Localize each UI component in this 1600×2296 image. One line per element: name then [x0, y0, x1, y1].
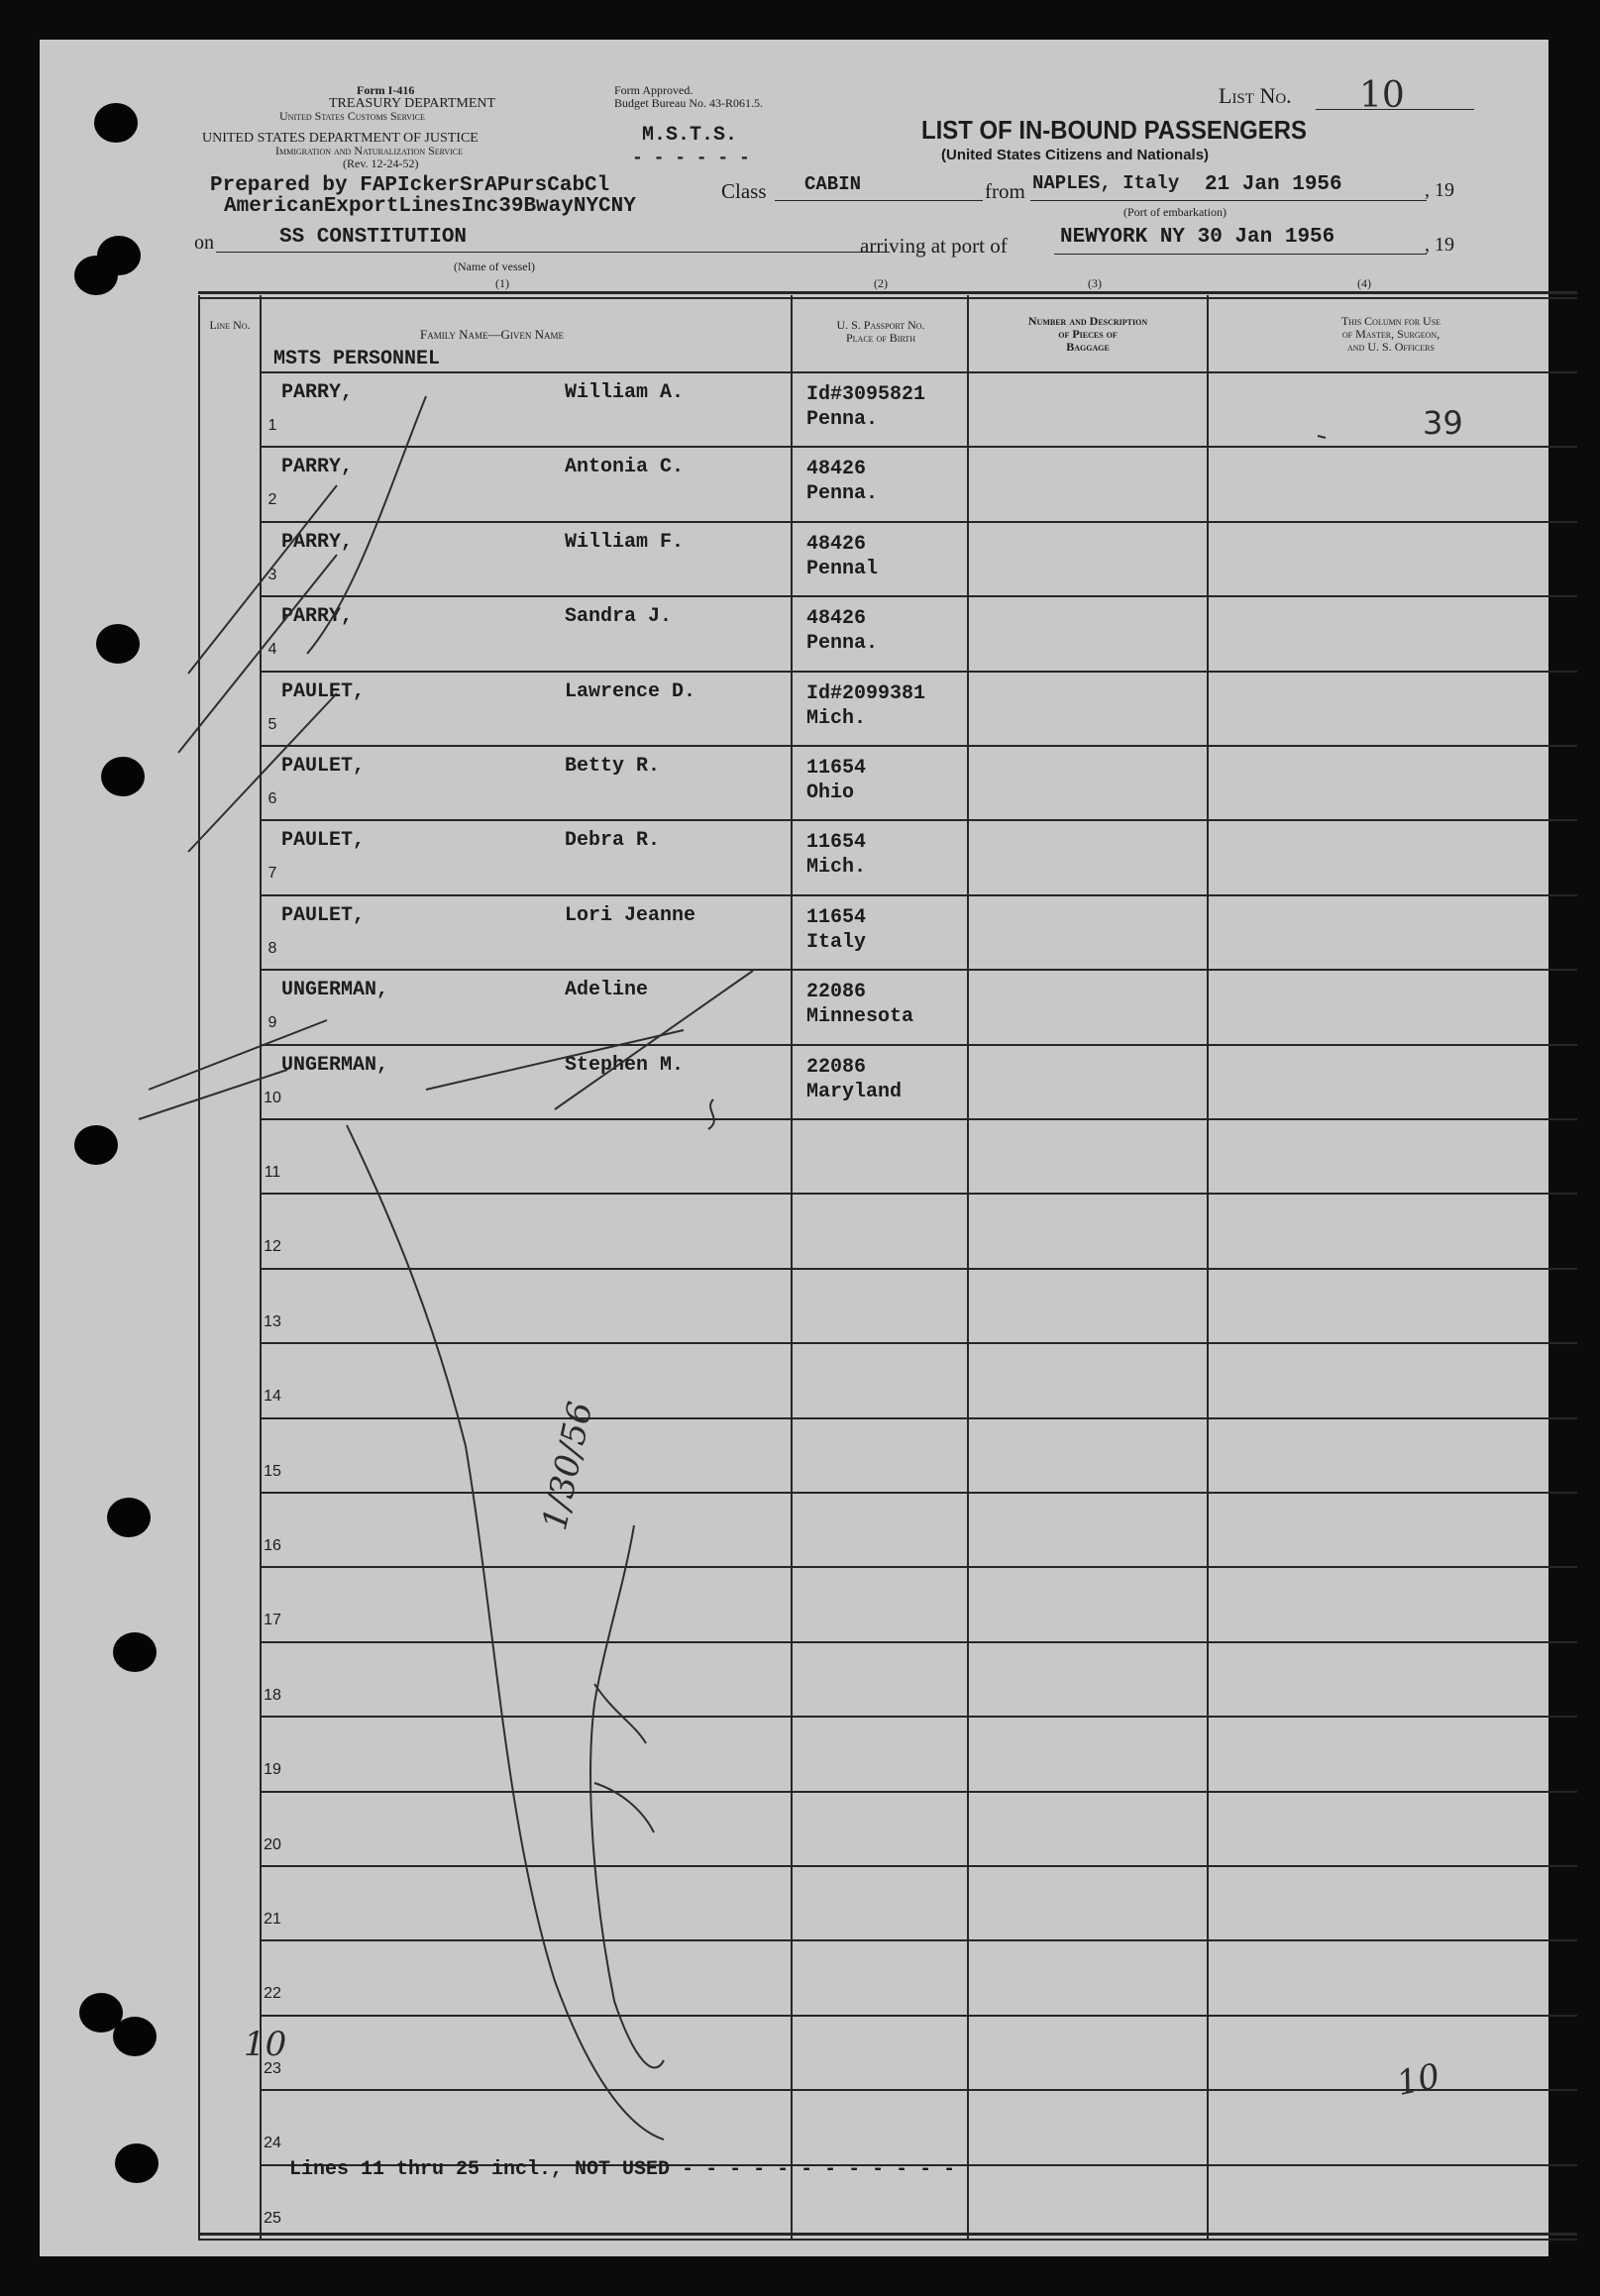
birthplace: Mich.: [806, 856, 867, 879]
page-subtitle: (United States Citizens and Nationals): [941, 147, 1210, 163]
passport-number: 48426: [806, 533, 867, 556]
passport-number: 11654: [806, 831, 867, 854]
family-name: PARRY,: [281, 381, 354, 404]
justice-dept: UNITED STATES DEPARTMENT OF JUSTICE: [202, 131, 479, 146]
signature-stroke: [594, 1684, 646, 1743]
line-number: 20: [264, 1836, 281, 1853]
line-number: 3: [267, 567, 277, 583]
vessel-name: SS CONSTITUTION: [279, 226, 468, 249]
class-label: Class: [721, 179, 767, 203]
pencil-marks: [40, 40, 1548, 2256]
arriving-label: arriving at port of: [860, 234, 1008, 258]
embarkation-port: NAPLES, Italy: [1032, 172, 1180, 194]
family-name: PAULET,: [281, 680, 366, 703]
birthplace: Penna.: [806, 632, 879, 655]
birthplace: Ohio: [806, 782, 855, 804]
pencil-stroke: [188, 693, 337, 852]
line-number: 19: [264, 1761, 281, 1778]
treasury-dept: TREASURY DEPARTMENT: [329, 96, 496, 111]
pencil-stroke: [555, 971, 753, 1109]
birthplace: Penna.: [806, 408, 879, 431]
birthplace: Penna.: [806, 482, 879, 505]
col-number-1: (1): [495, 276, 509, 290]
handwritten-count: 39: [1423, 404, 1463, 442]
prepared-by: Prepared by FAPIckerSrAPursCabCl: [210, 174, 610, 197]
on-label: on: [194, 232, 214, 254]
form-number: Form I-416: [357, 83, 415, 97]
family-name: UNGERMAN,: [281, 979, 389, 1001]
vessel-name-label: (Name of vessel): [454, 260, 535, 273]
col-number-4: (4): [1357, 276, 1371, 290]
line-number: 10: [264, 1090, 281, 1106]
given-name: Antonia C.: [565, 456, 685, 478]
passport-number: 11654: [806, 757, 867, 780]
birthplace: Pennal: [806, 558, 879, 580]
handwritten-page-mark-right: 10: [1393, 2055, 1443, 2105]
col-number-2: (2): [874, 276, 888, 290]
from-label: from: [985, 179, 1025, 203]
officers-header-2: of Master, Surgeon,: [1341, 327, 1440, 341]
year-suffix-2: , 19: [1425, 234, 1454, 256]
pencil-stroke: [149, 1020, 327, 1090]
line-number: 9: [267, 1014, 277, 1031]
birthplace-header: Place of Birth: [846, 331, 915, 345]
family-name: PAULET,: [281, 755, 366, 778]
revision-date: (Rev. 12-24-52): [343, 157, 419, 170]
line-number: 21: [264, 1911, 281, 1928]
passport-number: 11654: [806, 906, 867, 929]
list-no-label: List No.: [1219, 83, 1292, 108]
line-number: 5: [267, 716, 277, 733]
birthplace: Mich.: [806, 707, 867, 730]
line-number: 15: [264, 1463, 281, 1480]
port-of-embarkation-label: (Port of embarkation): [1123, 205, 1227, 219]
given-name: Stephen M.: [565, 1054, 685, 1077]
line-number: 23: [264, 2060, 281, 2077]
form-approved: Form Approved.: [614, 83, 693, 97]
given-name: Lawrence D.: [565, 680, 696, 703]
passport-number: 22086: [806, 1056, 867, 1079]
line-number: 22: [264, 1985, 281, 2002]
given-name: Betty R.: [565, 755, 661, 778]
group-label: MSTS PERSONNEL: [273, 348, 441, 370]
pencil-stroke: [307, 396, 426, 654]
signature-stroke: [594, 1783, 654, 1832]
list-no-value: 10: [1359, 75, 1405, 116]
birthplace: Minnesota: [806, 1005, 914, 1028]
line-number: 25: [264, 2210, 281, 2227]
line-number: 11: [264, 1164, 281, 1181]
baggage-header-3: Baggage: [1066, 340, 1110, 354]
line-number: 13: [264, 1313, 281, 1330]
pencil-stroke: [139, 1070, 287, 1119]
pencil-stroke: [1318, 436, 1326, 438]
ins-service: Immigration and Naturalization Service: [275, 144, 464, 157]
line-number: 7: [267, 865, 277, 882]
departure-date: 21 Jan 1956: [1205, 173, 1342, 196]
page-title: LIST OF IN-BOUND PASSENGERS: [921, 115, 1307, 145]
line-number: 18: [264, 1687, 281, 1704]
family-name: PARRY,: [281, 605, 354, 628]
given-name: Debra R.: [565, 829, 661, 852]
line-number: 6: [267, 790, 277, 807]
passport-number: 48426: [806, 458, 867, 480]
birthplace: Maryland: [806, 1081, 903, 1103]
given-name: William A.: [565, 381, 685, 404]
family-name: PAULET,: [281, 829, 366, 852]
class-value: CABIN: [804, 173, 862, 195]
line-number: 14: [264, 1388, 281, 1405]
birthplace: Italy: [806, 931, 867, 954]
line-number: 2: [267, 491, 277, 508]
family-name: PARRY,: [281, 456, 354, 478]
signature-stroke: [590, 1525, 664, 2068]
line-number: 17: [264, 1612, 281, 1628]
baggage-header-2: of Pieces of: [1058, 327, 1118, 341]
pencil-stroke: [426, 1030, 684, 1090]
family-name: UNGERMAN,: [281, 1054, 389, 1077]
arrival-port: NEWYORK NY 30 Jan 1956: [1060, 226, 1335, 249]
officers-header-3: and U. S. Officers: [1347, 340, 1435, 354]
given-name: Sandra J.: [565, 605, 673, 628]
baggage-header-1: Number and Description: [1027, 314, 1148, 328]
msts-label: M.S.T.S.: [642, 124, 738, 147]
manifest-page: [40, 40, 1548, 2256]
given-name: Adeline: [565, 979, 649, 1001]
line-number: 16: [264, 1537, 281, 1554]
family-name: PAULET,: [281, 904, 366, 927]
passport-number: 48426: [806, 607, 867, 630]
handwritten-page-mark-left: 10: [244, 2025, 287, 2064]
year-suffix: , 19: [1425, 179, 1454, 201]
passport-number: 22086: [806, 981, 867, 1003]
pencil-stroke: [708, 1099, 714, 1129]
name-header: Family Name—Given Name: [420, 327, 564, 342]
lines-not-used-note: Lines 11 thru 25 incl., NOT USED - - - - - - - - - - - -: [289, 2158, 956, 2181]
officers-header-1: This Column for Use: [1340, 314, 1441, 328]
signature-stroke: [347, 1125, 664, 2139]
line-number: 1: [267, 417, 277, 434]
given-name: William F.: [565, 531, 685, 554]
line-number: 12: [264, 1238, 281, 1255]
handwritten-signature-date: 1/30/56: [535, 1398, 601, 1534]
passport-header: U. S. Passport No.: [836, 318, 925, 332]
shipping-company: AmericanExportLinesInc39BwayNYCNY: [224, 195, 636, 218]
family-name: PARRY,: [281, 531, 354, 554]
msts-dashes: - - - - - -: [632, 149, 750, 168]
col-number-3: (3): [1088, 276, 1102, 290]
line-number: 4: [267, 641, 277, 658]
passport-number: Id#2099381: [806, 682, 926, 705]
customs-service: United States Customs Service: [279, 109, 425, 123]
given-name: Lori Jeanne: [565, 904, 696, 927]
budget-bureau: Budget Bureau No. 43-R061.5.: [614, 96, 763, 110]
line-number: 8: [267, 940, 277, 957]
line-no-header: Line No.: [209, 318, 251, 332]
line-number: 24: [264, 2135, 281, 2151]
passport-number: Id#3095821: [806, 383, 926, 406]
